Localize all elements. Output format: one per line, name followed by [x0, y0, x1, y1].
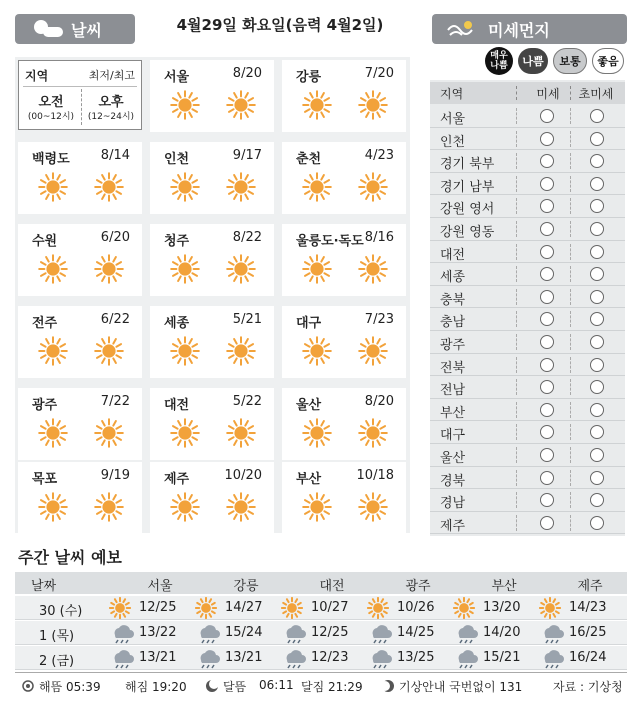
city-temp: 6/20 [100, 230, 130, 245]
legend-minmax: 최저/최고 [88, 69, 135, 82]
sunrise-icon [21, 679, 35, 693]
sun-icon [358, 336, 388, 366]
dust-row [430, 444, 625, 467]
city-name: 부산 [296, 472, 322, 487]
cloud-rain-icon [281, 622, 307, 644]
weekly-temp: 14/25 [397, 625, 435, 640]
cloud-rain-icon [453, 622, 479, 644]
pm10-level-marker [540, 493, 554, 507]
city-name: 세종 [164, 316, 190, 331]
dust-region: 대구 [440, 428, 466, 444]
sunset-time: 해짐 19:20 [125, 680, 187, 694]
level-bad: 나쁨 [518, 48, 548, 74]
city-temp: 8/22 [232, 230, 262, 245]
city-name: 강릉 [296, 70, 322, 85]
city-temp: 8/14 [100, 148, 130, 163]
city-temp: 4/23 [364, 148, 394, 163]
dust-row [430, 467, 625, 490]
sun-icon [226, 336, 256, 366]
dust-icon [444, 18, 478, 40]
sun-icon [38, 492, 68, 522]
weekly-temp: 13/20 [483, 600, 521, 615]
weekly-temp: 14/20 [483, 625, 521, 640]
pm25-level-marker [590, 290, 604, 304]
cloud-rain-icon [539, 622, 565, 644]
weekly-date: 1 (목) [39, 629, 75, 644]
city-cell [18, 142, 142, 214]
sun-icon [170, 172, 200, 202]
sun-icon [226, 418, 256, 448]
sun-icon [302, 90, 332, 120]
weekly-row [15, 646, 627, 670]
dust-region: 광주 [440, 338, 466, 353]
city-cell [150, 462, 274, 534]
weekly-city: 제주 [577, 579, 603, 594]
dust-row [430, 195, 625, 218]
weekly-temp: 12/25 [139, 600, 177, 615]
weekly-temp: 14/23 [569, 600, 607, 615]
pm25-level-marker [590, 335, 604, 349]
dust-table-header [430, 82, 625, 104]
sun-icon [226, 172, 256, 202]
weekly-temp: 14/27 [225, 600, 263, 615]
moon-icon [205, 679, 219, 693]
weekly-date: 2 (금) [39, 654, 75, 669]
moonrise-label: 달뜸 [223, 680, 247, 694]
sun-icon [195, 597, 217, 619]
sun-icon [302, 336, 332, 366]
dust-region: 경북 [440, 473, 466, 489]
dust-row [430, 263, 625, 286]
legend-divider-h [23, 86, 137, 87]
moon-icon [381, 679, 395, 693]
pm25-level-marker [590, 267, 604, 281]
sun-icon [170, 254, 200, 284]
legend-am: 오전 [38, 95, 64, 110]
sun-icon [302, 492, 332, 522]
sun-icon [302, 254, 332, 284]
city-name: 수원 [32, 234, 58, 249]
weekly-temp: 13/25 [397, 650, 435, 665]
date-line: 4월29일 화요일(음력 4월2일) [176, 16, 384, 34]
city-cell [282, 224, 406, 296]
legend-pm: 오후 [98, 95, 124, 110]
pm25-level-marker [590, 358, 604, 372]
weather-title: 날씨 [71, 20, 102, 40]
legend-pm-range: (12~24시) [87, 112, 135, 122]
city-name: 전주 [32, 316, 58, 331]
pm10-level-marker [540, 380, 554, 394]
pm25-level-marker [590, 132, 604, 146]
pm25-level-marker [590, 177, 604, 191]
pm10-level-marker [540, 245, 554, 259]
pm10-level-marker [540, 448, 554, 462]
sun-icon [38, 336, 68, 366]
pm25-level-marker [590, 471, 604, 485]
pm25-level-marker [590, 403, 604, 417]
city-name: 대전 [164, 398, 190, 413]
dust-row [430, 421, 625, 444]
sun-icon [367, 597, 389, 619]
cloud-rain-icon [109, 622, 135, 644]
pm25-level-marker [590, 493, 604, 507]
pm25-level-marker [590, 312, 604, 326]
pm25-level-marker [590, 448, 604, 462]
sun-icon [302, 418, 332, 448]
sun-icon [302, 172, 332, 202]
footer-bar [15, 672, 627, 698]
city-cell [18, 462, 142, 534]
pm25-level-marker [590, 380, 604, 394]
city-cell [282, 462, 406, 534]
pm25-level-marker [590, 109, 604, 123]
city-temp: 10/20 [224, 468, 262, 483]
dust-row [430, 218, 625, 241]
dust-col-pm10: 미세 [536, 87, 560, 101]
city-temp: 7/22 [100, 394, 130, 409]
dust-row [430, 376, 625, 399]
weekly-city: 부산 [491, 579, 517, 594]
cloud-rain-icon [195, 647, 221, 669]
city-name: 서울 [164, 70, 190, 85]
sun-icon [170, 336, 200, 366]
weather-header [15, 14, 135, 44]
cloud-rain-icon [367, 647, 393, 669]
pm25-level-marker [590, 154, 604, 168]
dust-region: 서울 [440, 112, 466, 127]
dust-region: 충남 [440, 315, 466, 331]
sun-icon [94, 492, 124, 522]
city-temp: 5/22 [232, 394, 262, 409]
city-name: 백령도 [32, 152, 70, 167]
sun-icon [170, 418, 200, 448]
weekly-date-col: 날짜 [31, 579, 57, 594]
city-cell [282, 306, 406, 378]
dust-header [432, 14, 627, 44]
pm10-level-marker [540, 312, 554, 326]
pm10-level-marker [540, 358, 554, 372]
city-cell [282, 388, 406, 460]
cloud-rain-icon [539, 647, 565, 669]
pm10-level-marker [540, 403, 554, 417]
weekly-temp: 13/22 [139, 625, 177, 640]
city-name: 제주 [164, 472, 190, 487]
pm25-level-marker [590, 222, 604, 236]
dust-row [430, 308, 625, 331]
weekly-temp: 12/23 [311, 650, 349, 665]
sun-icon [94, 418, 124, 448]
city-name: 울산 [296, 398, 322, 413]
moonset-time: 달짐 21:29 [301, 680, 363, 694]
dust-region: 전북 [440, 360, 466, 376]
dust-region: 울산 [440, 451, 466, 466]
sun-icon [94, 254, 124, 284]
pm10-level-marker [540, 109, 554, 123]
sun-icon [94, 336, 124, 366]
dust-row [430, 241, 625, 264]
city-cell [150, 306, 274, 378]
weekly-temp: 13/21 [225, 650, 263, 665]
sun-icon [358, 172, 388, 202]
pm10-level-marker [540, 267, 554, 281]
level-very-bad: 매우 나쁨 [485, 47, 513, 75]
sun-icon [226, 254, 256, 284]
legend-am-range: (00~12시) [27, 112, 75, 122]
city-cell [18, 388, 142, 460]
dust-row [430, 512, 625, 535]
city-cell [282, 60, 406, 132]
weekly-row [15, 621, 627, 645]
weekly-temp: 12/25 [311, 625, 349, 640]
pm10-level-marker [540, 471, 554, 485]
sun-icon [539, 597, 561, 619]
dust-row [430, 399, 625, 422]
source-line: 자료 : 기상청 [553, 680, 623, 694]
cloud-rain-icon [453, 647, 479, 669]
info-line: 기상안내 국번없이 131 [399, 680, 523, 694]
city-temp: 10/18 [356, 468, 394, 483]
weekly-temp: 15/24 [225, 625, 263, 640]
dust-row [430, 489, 625, 512]
legend-cell [18, 60, 142, 130]
city-cell [150, 388, 274, 460]
weekly-city: 강릉 [233, 579, 259, 594]
sun-icon [281, 597, 303, 619]
pm10-level-marker [540, 132, 554, 146]
weekly-city: 광주 [405, 579, 431, 594]
city-temp: 9/19 [100, 468, 130, 483]
sun-cloud-icon [29, 17, 65, 41]
pm10-level-marker [540, 222, 554, 236]
pm10-level-marker [540, 199, 554, 213]
city-temp: 8/20 [232, 66, 262, 81]
cloud-rain-icon [281, 647, 307, 669]
city-temp: 8/16 [364, 230, 394, 245]
city-cell [150, 60, 274, 132]
weekly-temp: 16/25 [569, 625, 607, 640]
sun-icon [226, 492, 256, 522]
city-name: 대구 [296, 316, 322, 331]
dust-region: 경남 [440, 496, 466, 512]
dust-title: 미세먼지 [488, 20, 550, 40]
sun-icon [38, 254, 68, 284]
pm25-level-marker [590, 245, 604, 259]
level-normal: 보통 [553, 48, 587, 74]
dust-region: 강원 영동 [440, 225, 495, 240]
pm25-level-marker [590, 425, 604, 439]
sun-icon [170, 90, 200, 120]
weekly-header [15, 572, 627, 594]
city-name: 인천 [164, 152, 190, 167]
dust-row [430, 331, 625, 354]
cloud-rain-icon [367, 622, 393, 644]
city-temp: 7/23 [364, 312, 394, 327]
city-name: 광주 [32, 398, 58, 413]
city-cell [282, 142, 406, 214]
pm10-level-marker [540, 516, 554, 530]
sun-icon [94, 172, 124, 202]
pm10-level-marker [540, 177, 554, 191]
sun-icon [358, 90, 388, 120]
city-cell [18, 224, 142, 296]
cloud-rain-icon [109, 647, 135, 669]
dust-col-region: 지역 [440, 87, 464, 101]
weekly-city: 서울 [147, 579, 173, 594]
weekly-temp: 16/24 [569, 650, 607, 665]
weekly-date: 30 (수) [39, 604, 83, 619]
sun-icon [453, 597, 475, 619]
city-cell [150, 224, 274, 296]
level-good: 좋음 [592, 48, 624, 74]
pm10-level-marker [540, 335, 554, 349]
dust-row [430, 105, 625, 128]
city-temp: 8/20 [364, 394, 394, 409]
weekly-temp: 10/27 [311, 600, 349, 615]
pm25-level-marker [590, 516, 604, 530]
weekly-row [15, 596, 627, 620]
dust-col-pm25: 초미세 [578, 87, 614, 101]
city-temp: 9/17 [232, 148, 262, 163]
weekly-city: 대전 [319, 579, 345, 594]
city-name: 춘천 [296, 152, 322, 167]
city-cell [18, 306, 142, 378]
legend-region: 지역 [25, 69, 49, 83]
dust-region: 충북 [440, 292, 466, 308]
dust-region: 인천 [440, 134, 466, 150]
weekly-title: 주간 날씨 예보 [18, 548, 122, 567]
sun-icon [38, 172, 68, 202]
weekly-temp: 15/21 [483, 650, 521, 665]
dust-region: 부산 [440, 405, 466, 421]
dust-row [430, 173, 625, 196]
city-name: 울릉도·독도 [296, 234, 364, 249]
sun-icon [358, 418, 388, 448]
sunrise-time: 해뜸 05:39 [39, 680, 101, 694]
weekly-temp: 13/21 [139, 650, 177, 665]
city-temp: 5/21 [232, 312, 262, 327]
cloud-rain-icon [195, 622, 221, 644]
sun-icon [38, 418, 68, 448]
city-temp: 6/22 [100, 312, 130, 327]
weekly-temp: 10/26 [397, 600, 435, 615]
sun-icon [358, 492, 388, 522]
dust-region: 경기 북부 [440, 157, 495, 173]
sun-icon [226, 90, 256, 120]
sun-icon [170, 492, 200, 522]
dust-row [430, 128, 625, 151]
pm10-level-marker [540, 290, 554, 304]
pm10-level-marker [540, 154, 554, 168]
dust-region: 강원 영서 [440, 202, 495, 218]
dust-region: 전남 [440, 383, 466, 399]
dust-region: 제주 [440, 518, 466, 534]
sun-icon [109, 597, 131, 619]
pm25-level-marker [590, 199, 604, 213]
moonrise-time: 06:11 [259, 678, 294, 692]
dust-region: 경기 남부 [440, 179, 495, 195]
dust-region: 세종 [440, 270, 466, 286]
city-name: 청주 [164, 234, 190, 249]
dust-row [430, 150, 625, 173]
pm10-level-marker [540, 425, 554, 439]
city-cell [150, 142, 274, 214]
dust-row [430, 354, 625, 377]
dust-region: 대전 [440, 247, 466, 263]
sun-icon [358, 254, 388, 284]
city-temp: 7/20 [364, 66, 394, 81]
dust-row [430, 286, 625, 309]
city-name: 목포 [32, 472, 58, 487]
